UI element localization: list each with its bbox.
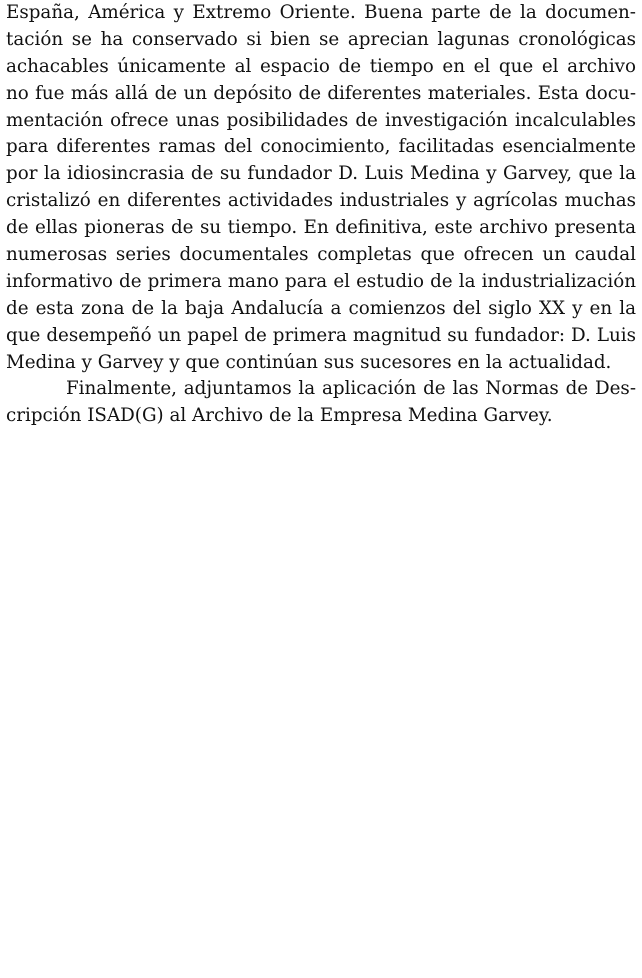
- text-line: cristalizó en diferentes actividades industriales y agrícolas muchas: [6, 190, 636, 212]
- text-line: Medina y Garvey y que continúan sus sucesores en la actualidad.: [6, 351, 612, 373]
- text-line: informativo de primera mano para el estudio de la industrialización: [6, 270, 636, 292]
- text-line: por la idiosincrasia de su fundador D. Luis Medina y Garvey, que la: [6, 163, 636, 185]
- text-line: achacables únicamente al espacio de tiempo en el que el archivo: [6, 55, 636, 77]
- paragraph-1: [6, 0, 636, 376]
- body-text: [6, 0, 636, 430]
- paragraph-2: [6, 376, 636, 430]
- text-line: España, América y Extremo Oriente. Buena parte de la documen-: [6, 2, 636, 23]
- text-line: Finalmente, adjuntamos la aplicación de las Normas de Des-: [66, 378, 636, 400]
- text-line: numerosas series documentales completas que ofrecen un caudal: [6, 244, 636, 266]
- text-line: mentación ofrece unas posibilidades de investigación incalculables: [6, 109, 636, 131]
- text-line: tación se ha conservado si bien se aprecian lagunas cronológicas: [6, 28, 636, 50]
- text-line: que desempeñó un papel de primera magnitud su fundador: D. Luis: [6, 324, 636, 346]
- text-line: de esta zona de la baja Andalucía a comienzos del siglo XX y en la: [6, 297, 636, 319]
- text-line: no fue más allá de un depósito de diferentes materiales. Esta docu-: [6, 82, 636, 104]
- text-line: cripción ISAD(G) al Archivo de la Empresa Medina Garvey.: [6, 405, 553, 427]
- text-line: de ellas pioneras de su tiempo. En definitiva, este archivo presenta: [6, 217, 636, 239]
- text-line: para diferentes ramas del conocimiento, facilitadas esencialmente: [6, 136, 636, 158]
